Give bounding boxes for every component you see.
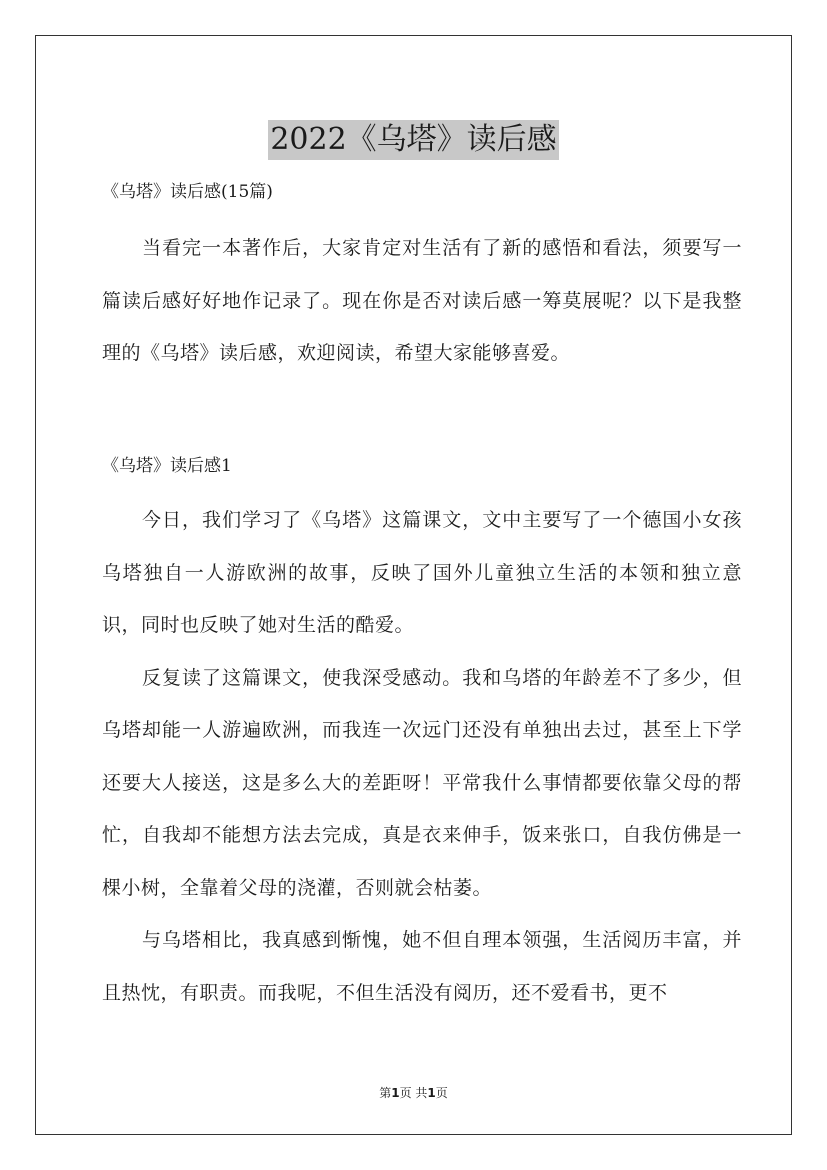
article-paragraph-1: 今日，我们学习了《乌塔》这篇课文，文中主要写了一个德国小女孩乌塔独自一人游欧洲的故事，反映了国外儿童独立生活的本领和独立意识，同时也反映了她对生活的酷爱。 [102,509,742,636]
footer-mid: 页 共 [399,1086,428,1100]
article-body [102,494,742,1019]
footer-suffix: 页 [435,1086,448,1100]
intro-paragraph: 当看完一本著作后，大家肯定对生活有了新的感悟和看法，须要写一篇读后感好好地作记录了。现在你是否对读后感一筹莫展呢？以下是我整理的《乌塔》读后感，欢迎阅读，希望大家能够喜爱。 [102,237,742,364]
footer-prefix: 第 [379,1086,392,1100]
title-container [0,100,827,180]
section-heading: 《乌塔》读后感1 [102,456,232,476]
page-footer [0,1084,827,1101]
intro-block [102,222,742,380]
document-title: 2022《乌塔》读后感 [268,120,558,160]
article-paragraph-2: 反复读了这篇课文，使我深受感动。我和乌塔的年龄差不了多少，但乌塔却能一人游遍欧洲，而我连一次远门还没有单独出去过，甚至上下学还要大人接送，这是多么大的差距呀！平常我什么事情都要依靠父母的帮忙，自我却不能想方法去完成，真是衣来伸手，饭来张口，自我仿佛是一棵小树，全靠着父母的浇灌，否则就会枯萎。 [102,666,742,899]
document-subtitle: 《乌塔》读后感(15篇) [102,182,273,202]
article-paragraph-3: 与乌塔相比，我真感到惭愧，她不但自理本领强，生活阅历丰富，并且热忱，有职责。而我呢，不但生活没有阅历，还不爱看书，更不 [102,929,742,1004]
footer-page-total: 1 [427,1086,436,1100]
footer-page-current: 1 [391,1086,400,1100]
